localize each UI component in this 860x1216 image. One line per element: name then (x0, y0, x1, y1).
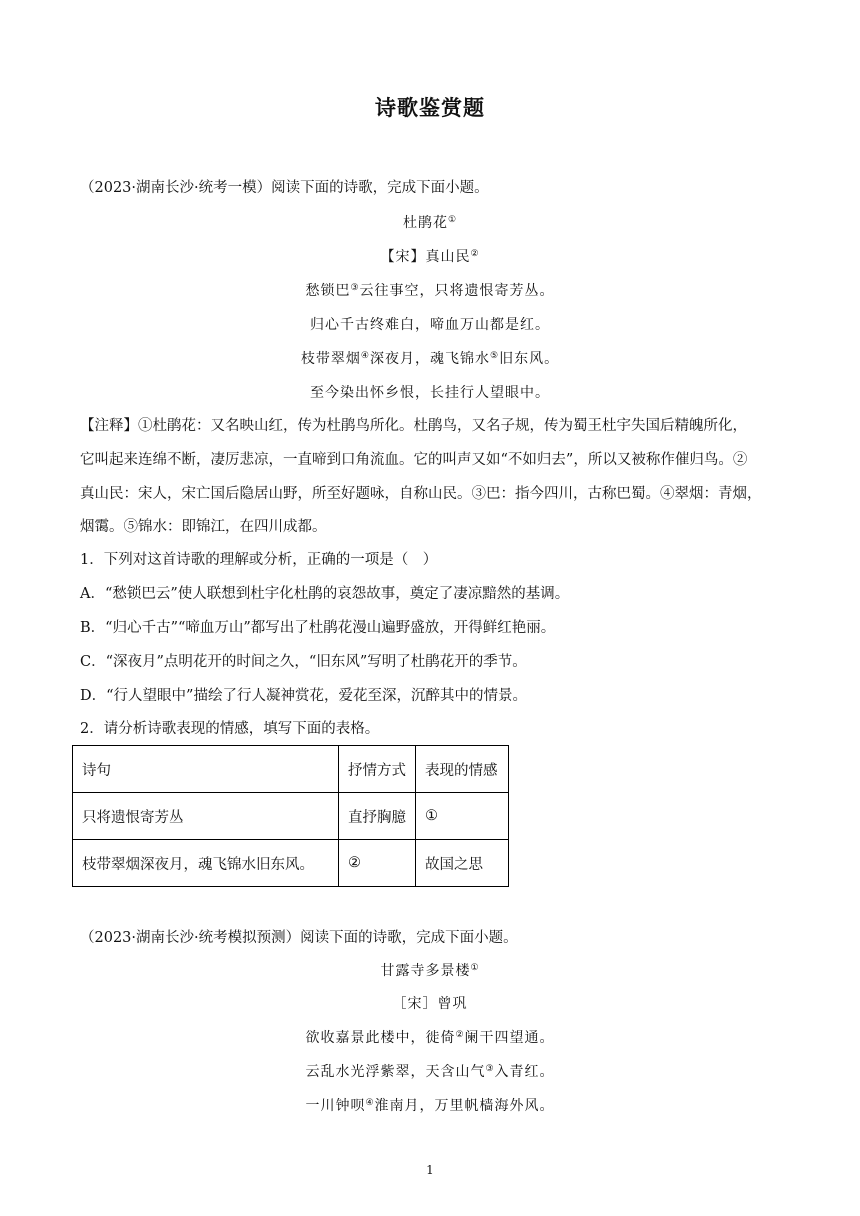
poem-text: 欲收嘉景此楼中，徙倚 (305, 1030, 456, 1046)
poem-text: 云往事空，只将遗恨寄芳丛。 (359, 283, 555, 299)
poem-text: 一川钟呗 (305, 1098, 366, 1114)
question-1-option-c: C．“深夜月”点明花开的时间之久，“旧东风”写明了杜鹃花开的季节。 (80, 654, 527, 670)
table-cell: 直抒胸臆 (339, 793, 416, 840)
poem-text: 入青红。 (494, 1064, 555, 1080)
table-cell: 只将遗恨寄芳丛 (73, 793, 339, 840)
section2-intro: （2023·湖南长沙·统考模拟预测）阅读下面的诗歌，完成下面小题。 (80, 930, 518, 946)
page-title: 诗歌鉴赏题 (375, 96, 485, 120)
poem-text: 云乱水光浮紫翠，天含山气 (305, 1064, 486, 1080)
table-cell: ② (339, 840, 416, 887)
poem-text: 愁锁巴 (305, 283, 351, 299)
poem1-line-1 (0, 281, 860, 301)
table-cell: ① (416, 793, 509, 840)
question-1-option-b: B．“归心千古”“啼血万山”都写出了杜鹃花漫山遍野盛放，开得鲜红艳丽。 (80, 620, 556, 636)
poem1-author-text: 【宋】真山民 (380, 249, 471, 265)
question-2-stem: 2．请分析诗歌表现的情感，填写下面的表格。 (80, 721, 380, 737)
page-number: 1 (426, 1163, 434, 1177)
question-1-stem: 1．下列对这首诗歌的理解或分析，正确的一项是（ ） (80, 552, 438, 568)
poem2-line-2 (0, 1062, 860, 1082)
poem1-line-4: 至今染出怀乡恨，长挂行人望眼中。 (310, 385, 550, 401)
poem-text: 枝带翠烟 (300, 351, 361, 367)
poem1-line-2: 归心千古终难白，啼血万山都是红。 (310, 317, 550, 333)
question-1-option-d: D．“行人望眼中”描绘了行人凝神赏花，爱花至深，沉醉其中的情景。 (80, 688, 527, 704)
footnote-mark: ② (455, 1030, 465, 1040)
poem-text: 旧东风。 (499, 351, 560, 367)
footnote-mark: ① (470, 963, 480, 973)
table-cell: 枝带翠烟深夜月，魂飞锦水旧东风。 (73, 840, 339, 887)
poem-text: 淮南月，万里帆樯海外风。 (374, 1098, 555, 1114)
footnote-mark: ④ (365, 1098, 375, 1108)
footnote-mark: ③ (350, 283, 360, 293)
footnote-mark: ② (470, 249, 480, 259)
annotation-line: 【注释】①杜鹃花：又名映山红，传为杜鹃鸟所化。杜鹃鸟，又名子规，传为蜀王杜宇失国后精魄所化， (80, 418, 747, 434)
table-cell: 故国之思 (416, 840, 509, 887)
poem1-author (0, 247, 860, 267)
table-row (73, 840, 509, 887)
footnote-mark: ① (447, 215, 458, 225)
poem2-author: ［宋］曾巩 (392, 996, 468, 1012)
poem1-title-text: 杜鹃花 (402, 215, 448, 231)
footnote-mark: ⑤ (490, 351, 500, 361)
section1-intro: （2023·湖南长沙·统考一模）阅读下面的诗歌，完成下面小题。 (80, 180, 489, 196)
annotation-line: 真山民：宋人，宋亡国后隐居山野，所至好题咏，自称山民。③巴：指今四川，古称巴蜀。④翠烟：青烟， (80, 486, 762, 502)
table-row (73, 793, 509, 840)
poem2-title (0, 961, 860, 981)
table-header-row (73, 746, 509, 793)
footnote-mark: ④ (360, 351, 370, 361)
poem1-line-3 (0, 349, 860, 369)
annotation-line: 它叫起来连绵不断，凄厉悲凉，一直啼到口角流血。它的叫声又如“不如归去”，所以又被称作催归鸟。② (80, 452, 748, 468)
poem-text: 阑干四望通。 (464, 1030, 555, 1046)
poem2-line-1 (0, 1028, 860, 1048)
emotion-analysis-table (72, 745, 509, 887)
table-header-cell: 表现的情感 (416, 746, 509, 793)
table-header-cell: 诗句 (73, 746, 339, 793)
question-1-option-a: A．“愁锁巴云”使人联想到杜宇化杜鹃的哀怨故事，奠定了凄凉黯然的基调。 (80, 586, 570, 602)
poem2-title-text: 甘露寺多景楼 (380, 963, 471, 979)
poem-text: 深夜月，魂飞锦水 (370, 351, 490, 367)
poem1-title (0, 213, 860, 233)
footnote-mark: ③ (485, 1064, 495, 1074)
annotation-line: 烟霭。⑤锦水：即锦江，在四川成都。 (80, 519, 327, 535)
table-header-cell: 抒情方式 (339, 746, 416, 793)
poem2-line-3 (0, 1096, 860, 1116)
